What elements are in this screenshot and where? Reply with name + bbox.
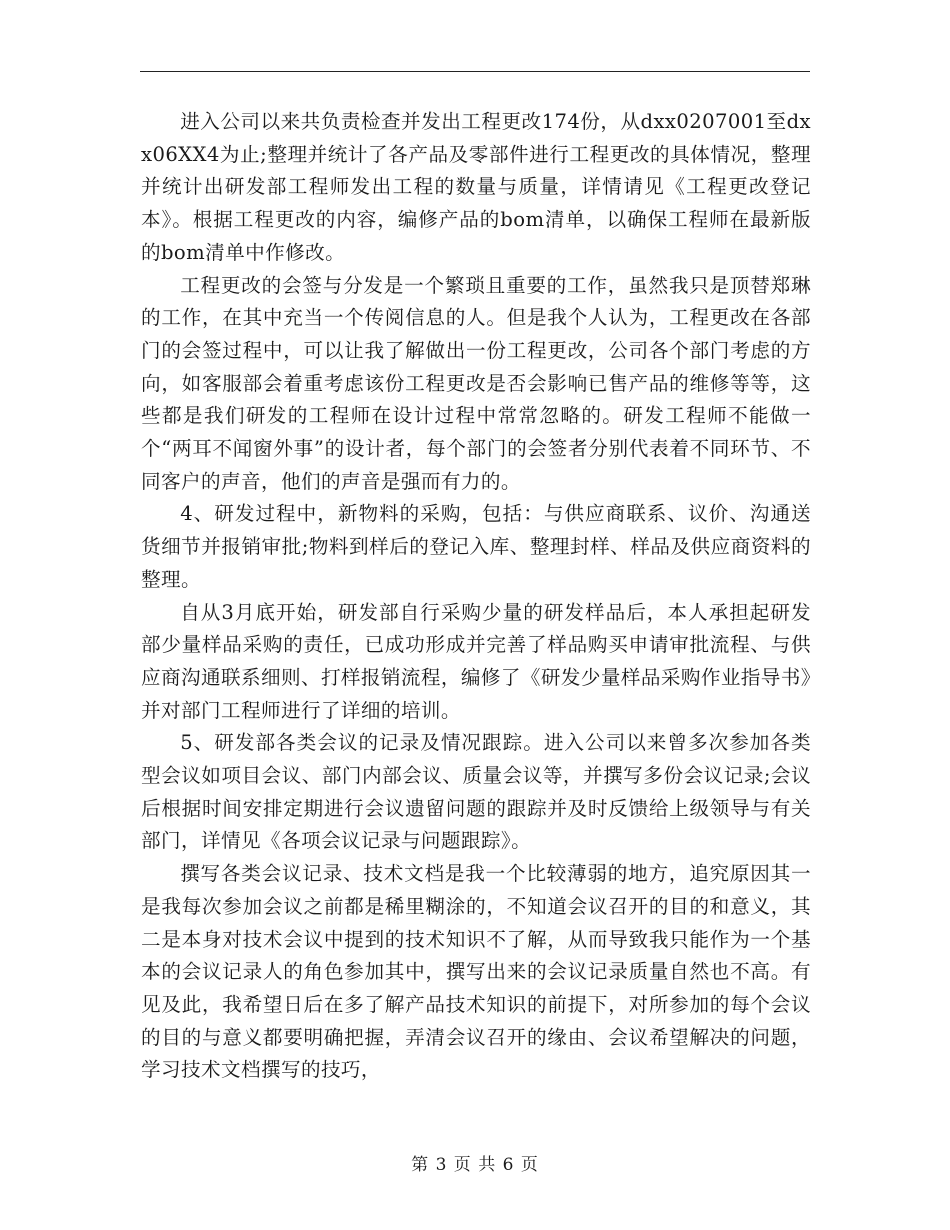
current-page-number: 3 <box>435 1155 448 1175</box>
page-footer <box>0 1153 950 1177</box>
header-rule <box>140 71 810 72</box>
paragraph-meeting-records: 5、研发部各类会议的记录及情况跟踪。进入公司以来曾多次参加各类型会议如项目会议、部门内部会议、质量会议等，并撰写多份会议记录;会议后根据时间安排定期进行会议遗留问题的跟踪并及时反馈给上级领导与有关部门，详情见《各项会议记录与问题跟踪》。 <box>141 731 811 853</box>
paragraph-countersign: 工程更改的会签与分发是一个繁琐且重要的工作，虽然我只是顶替郑琳的工作，在其中充当一个传阅信息的人。但是我个人认为，工程更改在各部门的会签过程中，可以让我了解做出一份工程更改，公司各个部门考虑的方向，如客服部会着重考虑该份工程更改是否会影响已售产品的维修等等，这些都是我们研发的工程师在设计过程中常常忽略的。研发工程师不能做一个“两耳不闻窗外事”的设计者，每个部门的会签者分别代表着不同环节、不同客户的声音，他们的声音是强而有力的。 <box>141 273 811 493</box>
document-body <box>141 106 811 1087</box>
footer-middle: 页 共 <box>453 1155 497 1175</box>
paragraph-engineering-changes: 进入公司以来共负责检查并发出工程更改174份，从dxx0207001至dxx06XX4为止;整理并统计了各产品及零部件进行工程更改的具体情况，整理并统计出研发部工程师发出工程的数量与质量，详情请见《工程更改登记本》。根据工程更改的内容，编修产品的bom清单，以确保工程师在最新版的bom清单中作修改。 <box>141 110 811 264</box>
paragraph-material-purchase: 4、研发过程中，新物料的采购，包括：与供应商联系、议价、沟通送货细节并报销审批;物料到样后的登记入库、整理封样、样品及供应商资料的整理。 <box>141 502 811 591</box>
paragraph-self-assessment: 撰写各类会议记录、技术文档是我一个比较薄弱的地方，追究原因其一是我每次参加会议之前都是稀里糊涂的，不知道会议召开的目的和意义，其二是本身对技术会议中提到的技术知识不了解，从而导致我只能作为一个基本的会议记录人的角色参加其中，撰写出来的会议记录质量自然也不高。有见及此，我希望日后在多了解产品技术知识的前提下，对所参加的每个会议的目的与意义都要明确把握，弄清会议召开的缘由、会议希望解决的问题，学习技术文档撰写的技巧， <box>141 862 811 1082</box>
footer-suffix: 页 <box>520 1155 539 1175</box>
paragraph-sample-purchase: 自从3月底开始，研发部自行采购少量的研发样品后，本人承担起研发部少量样品采购的责任，已成功形成并完善了样品购买申请审批流程、与供应商沟通联系细则、打样报销流程，编修了《研发少量样品采购作业指导书》并对部门工程师进行了详细的培训。 <box>141 600 811 722</box>
footer-prefix: 第 <box>411 1155 430 1175</box>
total-page-count: 6 <box>502 1155 515 1175</box>
